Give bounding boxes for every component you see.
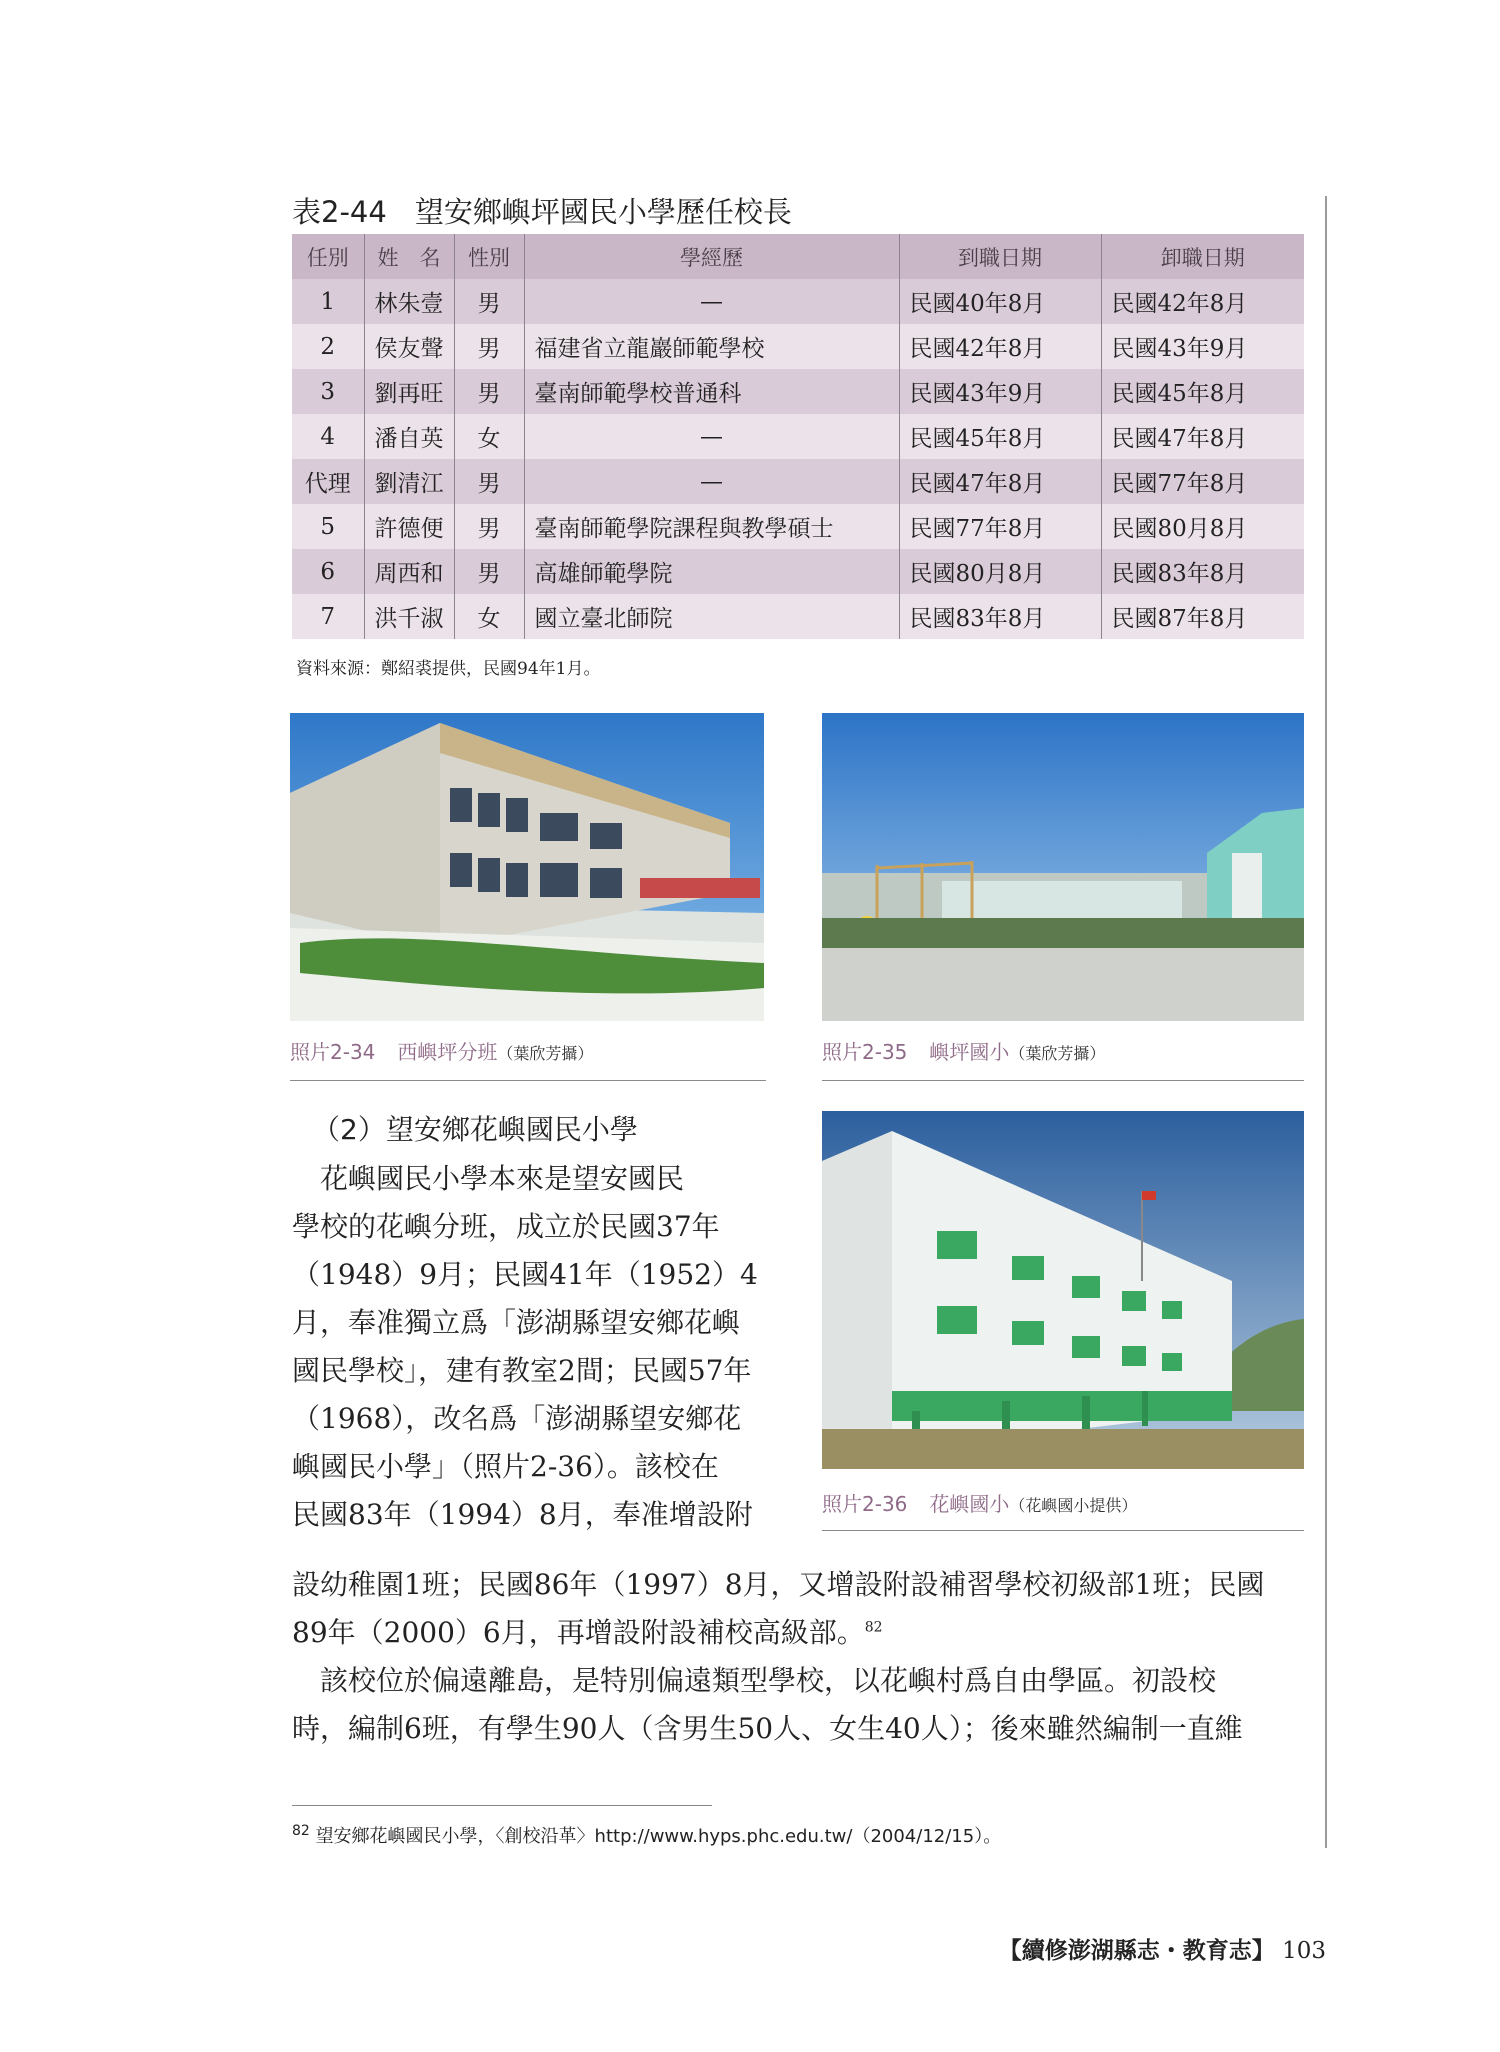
cell-name: 侯友聲: [364, 324, 454, 369]
cell-start-date: 民國80月8月: [899, 549, 1101, 594]
photo-caption: 照片2-36 花嶼國小（花嶼國小提供）: [822, 1492, 1138, 1516]
cell-education: 國立臺北師院: [524, 594, 899, 639]
cell-name: 周西和: [364, 549, 454, 594]
cell-term: 2: [292, 324, 364, 369]
col-header-term: 任別: [292, 234, 364, 279]
table-row: [292, 549, 1304, 594]
caption-rule: [822, 1530, 1304, 1531]
cell-name: 劉清江: [364, 459, 454, 504]
photo-xiyuping-branch: [290, 713, 764, 1021]
footnote-text: 望安鄉花嶼國民小學，〈創校沿革〉http://www.hyps.phc.edu.tw/（2004/12/15）。: [315, 1826, 1002, 1847]
body-line: 設幼稚園1班；民國86年（1997）8月，又增設附設補習學校初級部1班；民國: [292, 1568, 1265, 1601]
table-title: 表2-44 望安鄉嶼坪國民小學歷任校長: [292, 195, 792, 229]
cell-education: —: [524, 414, 899, 459]
photo-huayu-school: [822, 1111, 1304, 1469]
body-line: 月，奉准獨立爲「澎湖縣望安鄉花嶼: [292, 1306, 741, 1339]
table-row: [292, 594, 1304, 639]
cell-name: 洪千淑: [364, 594, 454, 639]
table-row: [292, 504, 1304, 549]
cell-start-date: 民國83年8月: [899, 594, 1101, 639]
cell-education: 福建省立龍巖師範學校: [524, 324, 899, 369]
photo-caption: 照片2-34 西嶼坪分班（葉欣芳攝）: [290, 1040, 594, 1064]
cell-start-date: 民國47年8月: [899, 459, 1101, 504]
running-footer: [999, 1932, 1326, 1965]
cell-end-date: 民國87年8月: [1101, 594, 1304, 639]
table-row: [292, 414, 1304, 459]
cell-education: 臺南師範學院課程與教學碩士: [524, 504, 899, 549]
page-number: 103: [1282, 1938, 1326, 1964]
footnote-rule: [292, 1805, 712, 1806]
cell-start-date: 民國42年8月: [899, 324, 1101, 369]
footnote-reference: 82: [864, 1619, 883, 1636]
cell-term: 6: [292, 549, 364, 594]
table-row: [292, 324, 1304, 369]
cell-end-date: 民國42年8月: [1101, 279, 1304, 324]
cell-end-date: 民國77年8月: [1101, 459, 1304, 504]
photo-caption: 照片2-35 嶼坪國小（葉欣芳攝）: [822, 1040, 1106, 1064]
cell-name: 林朱壹: [364, 279, 454, 324]
caption-rule: [290, 1080, 766, 1081]
cell-name: 潘自英: [364, 414, 454, 459]
cell-end-date: 民國80月8月: [1101, 504, 1304, 549]
footnote-number: 82: [292, 1823, 310, 1839]
cell-start-date: 民國77年8月: [899, 504, 1101, 549]
cell-term: 代理: [292, 459, 364, 504]
col-header-end-date: 卸職日期: [1101, 234, 1304, 279]
cell-gender: 女: [454, 594, 524, 639]
cell-gender: 男: [454, 459, 524, 504]
body-line: 花嶼國民小學本來是望安國民: [292, 1162, 685, 1195]
cell-name: 劉再旺: [364, 369, 454, 414]
table-row: [292, 279, 1304, 324]
cell-education: 高雄師範學院: [524, 549, 899, 594]
cell-term: 1: [292, 279, 364, 324]
body-line: 民國83年（1994）8月，奉准增設附: [292, 1498, 753, 1531]
cell-start-date: 民國43年9月: [899, 369, 1101, 414]
table-row: [292, 459, 1304, 504]
col-header-name: 姓 名: [364, 234, 454, 279]
photo-yuping-school: [822, 713, 1304, 1021]
cell-education: —: [524, 279, 899, 324]
page-margin-rule: [1325, 196, 1327, 1848]
table-header-row: [292, 234, 1304, 279]
cell-gender: 男: [454, 279, 524, 324]
section-heading: （2）望安鄉花嶼國民小學: [312, 1113, 638, 1146]
cell-gender: 女: [454, 414, 524, 459]
body-line: 國民學校」，建有教室2間；民國57年: [292, 1354, 752, 1387]
footnote: [292, 1822, 1001, 1848]
cell-education: —: [524, 459, 899, 504]
cell-term: 3: [292, 369, 364, 414]
body-line: 嶼國民小學」（照片2-36）。該校在: [292, 1450, 719, 1483]
body-line: （1968），改名爲「澎湖縣望安鄉花: [292, 1402, 742, 1435]
book-title: 【續修澎湖縣志・教育志】: [998, 1937, 1275, 1964]
col-header-start-date: 到職日期: [899, 234, 1101, 279]
cell-gender: 男: [454, 549, 524, 594]
body-line: （1948）9月；民國41年（1952）4: [292, 1258, 758, 1291]
cell-name: 許德便: [364, 504, 454, 549]
cell-term: 4: [292, 414, 364, 459]
cell-term: 7: [292, 594, 364, 639]
col-header-gender: 性別: [454, 234, 524, 279]
cell-end-date: 民國47年8月: [1101, 414, 1304, 459]
cell-end-date: 民國43年9月: [1101, 324, 1304, 369]
cell-start-date: 民國40年8月: [899, 279, 1101, 324]
table-source-note: 資料來源：鄭紹裘提供，民國94年1月。: [296, 659, 601, 679]
body-line: 該校位於偏遠離島，是特別偏遠類型學校，以花嶼村爲自由學區。初設校: [292, 1664, 1217, 1697]
cell-term: 5: [292, 504, 364, 549]
body-line: 89年（2000）6月，再增設附設補校高級部。$^{82}$: [292, 1616, 883, 1649]
col-header-education: 學經歷: [524, 234, 899, 279]
cell-gender: 男: [454, 504, 524, 549]
body-line: 時，編制6班，有學生90人（含男生50人、女生40人）；後來雖然編制一直維: [292, 1712, 1243, 1745]
table-row: [292, 369, 1304, 414]
body-line: 學校的花嶼分班，成立於民國37年: [292, 1210, 720, 1243]
principals-table: [292, 234, 1304, 639]
cell-end-date: 民國83年8月: [1101, 549, 1304, 594]
cell-end-date: 民國45年8月: [1101, 369, 1304, 414]
cell-start-date: 民國45年8月: [899, 414, 1101, 459]
cell-gender: 男: [454, 324, 524, 369]
cell-education: 臺南師範學校普通科: [524, 369, 899, 414]
caption-rule: [822, 1080, 1304, 1081]
cell-gender: 男: [454, 369, 524, 414]
